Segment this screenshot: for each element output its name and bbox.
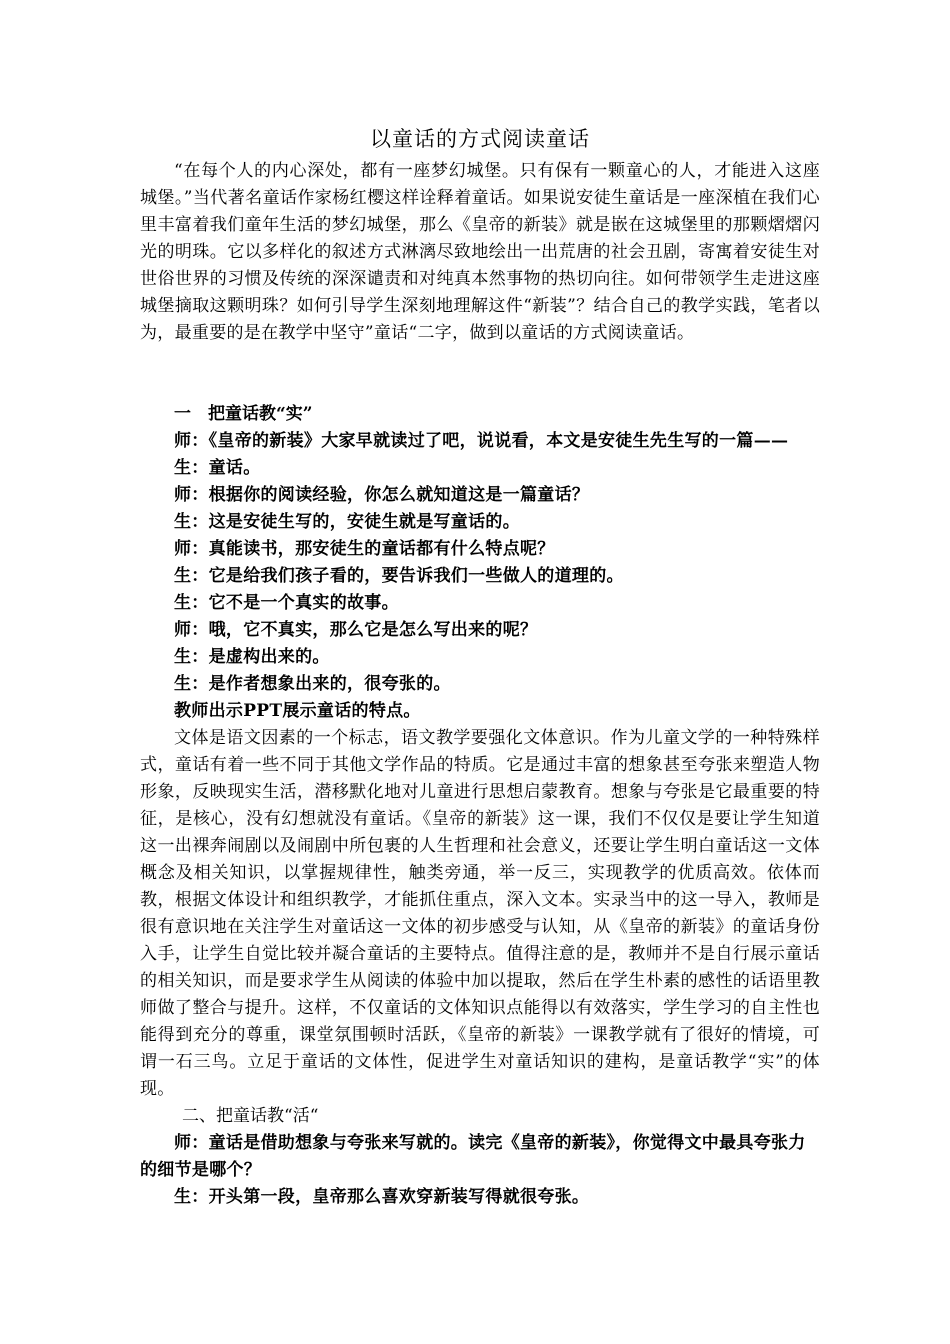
dialog-line: 师：《皇帝的新装》大家早就读过了吧，说说看，本文是安徒生先生写的一篇—— <box>174 431 789 451</box>
commentary-paragraph: 文体是语文因素的一个标志，语文教学要强化文体意识。作为儿童文学的一种特殊样式，童话有着一些不同于其他文学作品的特质。它是通过丰富的想象甚至夸张来塑造人物形象，反映现实生活，潜移默化地对儿童进行思想启蒙教育。想象与夸张是它最重要的特征，是核心，没有幻想就没有童话。《皇帝的新装》这一课，我们不仅仅是要让学生知道这一出裸奔闹剧以及闹剧中所包裹的人生哲理和社会意义，还要让学生明白童话这一文体概念及相关知识，以掌握规律性，触类旁通，举一反三，实现教学的优质高效。依体而教，根据文体设计和组织教学，才能抓住重点，深入文本。实录当中的这一导入，教师是很有意识地在关注学生对童话这一文体的初步感受与认知，从《皇帝的新装》的童话身份入手，让学生自觉比较并凝合童话的主要特点。值得注意的是，教师并不是自行展示童话的相关知识，而是要求学生从阅读的体验中加以提取，然后在学生朴素的感性的话语里教师做了整合与提升。这样，不仅童话的文体知识点能得以有效落实，学生学习的自主性也能得到充分的尊重，课堂氛围顿时活跃，《皇帝的新装》一课教学就有了很好的情境，可谓一石三鸟。立足于童话的文体性，促进学生对童话知识的建构，是童话教学“实”的体现。 <box>140 728 820 1099</box>
dialog-line: 生：童话。 <box>174 458 261 478</box>
document-page <box>140 124 820 1211</box>
section-heading-2: 二、把童话教“活“ <box>182 1106 319 1126</box>
section-heading-1: 一 把童话教“实” <box>174 404 313 424</box>
dialog-line: 生：它不是一个真实的故事。 <box>174 593 399 613</box>
section-spacer <box>140 347 820 401</box>
document-title: 以童话的方式阅读童话 <box>370 127 590 151</box>
dialog-line: 生：是虚构出来的。 <box>174 647 330 667</box>
dialog-line: 师：童话是借助想象与夸张来写就的。读完《皇帝的新装》，你觉得文中最具夸张力的细节是哪个？ <box>140 1133 806 1180</box>
intro-paragraph: “在每个人的内心深处，都有一座梦幻城堡。只有保有一颗童心的人，才能进入这座城堡。”当代著名童话作家杨红樱这样诠释着童话。如果说安徒生童话是一座深植在我们心里丰富着我们童年生活的梦幻城堡，那么《皇帝的新装》就是嵌在这城堡里的那颗熠熠闪光的明珠。它以多样化的叙述方式淋漓尽致地绘出一出荒唐的社会丑剧，寄寓着安徒生对世俗世界的习惯及传统的深深谴责和对纯真本然事物的热切向往。如何带领学生走进这座城堡摘取这颗明珠？如何引导学生深刻地理解这件“新装”？结合自己的教学实践，笔者以为，最重要的是在教学中坚守”童话“二字，做到以童话的方式阅读童话。 <box>140 161 820 343</box>
dialog-line: 教师出示PPT展示童话的特点。 <box>174 701 421 721</box>
dialog-line: 师：哦，它不真实，那么它是怎么写出来的呢？ <box>174 620 538 640</box>
dialog-line: 生：开头第一段，皇帝那么喜欢穿新装写得就很夸张。 <box>174 1187 590 1207</box>
dialog-line: 生：是作者想象出来的，很夸张的。 <box>174 674 451 694</box>
dialog-line: 师：根据你的阅读经验，你怎么就知道这是一篇童话？ <box>174 485 590 505</box>
dialog-line: 师：真能读书，那安徒生的童话都有什么特点呢？ <box>174 539 555 559</box>
dialog-line: 生：这是安徒生写的，安徒生就是写童话的。 <box>174 512 520 532</box>
dialog-line: 生：它是给我们孩子看的，要告诉我们一些做人的道理的。 <box>174 566 624 586</box>
